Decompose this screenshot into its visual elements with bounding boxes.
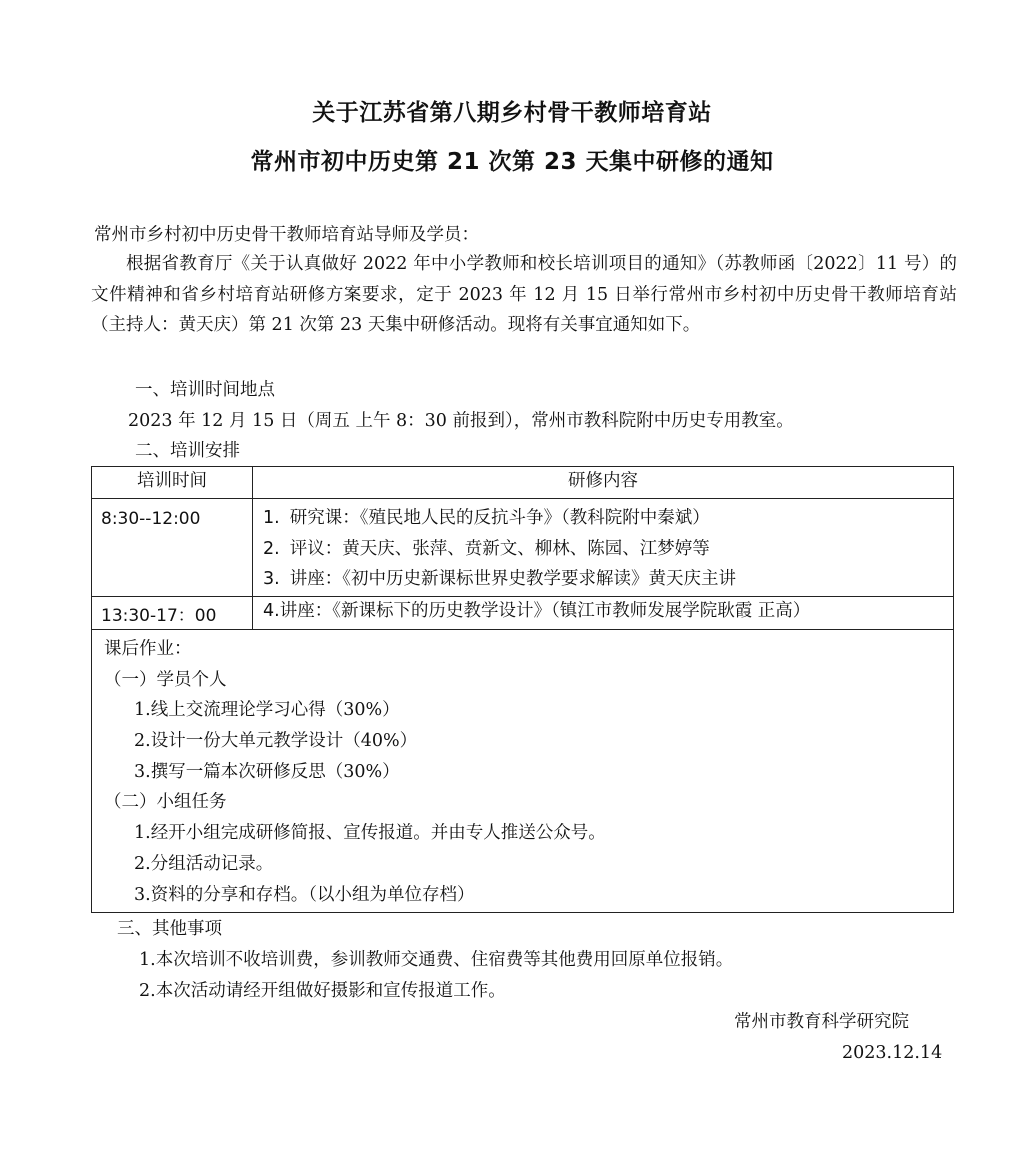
table-header-row <box>92 467 954 499</box>
signature-date: 2023.12.14 <box>842 1043 943 1063</box>
schedule-table <box>91 466 954 913</box>
homework-group2-heading: （二）小组任务 <box>104 792 227 813</box>
list-item: 3.资料的分享和存档。（以小组为单位存档） <box>134 884 475 905</box>
section2-heading: 二、培训安排 <box>135 441 240 461</box>
list-item: 1.经开小组完成研修简报、宣传报道。并由专人推送公众号。 <box>134 823 606 844</box>
list-item: 1. 研究课：《殖民地人民的反抗斗争》（教科院附中秦斌） <box>263 508 710 528</box>
title-line-1: 关于江苏省第八期乡村骨干教师培育站 <box>312 100 712 126</box>
header-content: 研修内容 <box>253 467 954 499</box>
section3-item-2: 2.本次活动请经开组做好摄影和宣传报道工作。 <box>139 981 506 1001</box>
table-row <box>92 499 954 597</box>
row2-content: 4.讲座：《新课标下的历史教学设计》（镇江市教师发展学院耿霞 正高） <box>253 597 954 630</box>
list-item: 2.分组活动记录。 <box>134 853 274 874</box>
list-item: 2. 评议：黄天庆、张萍、贲新文、柳林、陈园、江梦婷等 <box>263 538 710 559</box>
list-item: 1.线上交流理论学习心得（30%） <box>134 700 400 721</box>
intro-paragraph: 根据省教育厅《关于认真做好 2022 年中小学教师和校长培训项目的通知》（苏教师函〔2022〕11 号）的文件精神和省乡村培育站研修方案要求，定于 2023 年 12 月 15 日举行常州市乡村初中历史骨干教师培育站（主持人：黄天庆）第 21 次第 23 天集中研修活动。现将有关事宜通知如下。 <box>91 254 957 335</box>
section1-heading: 一、培训时间地点 <box>135 380 275 400</box>
homework-row <box>92 630 954 913</box>
list-item: 3. 讲座：《初中历史新课标世界史教学要求解读》黄天庆主讲 <box>263 569 736 589</box>
table-row <box>92 597 954 630</box>
list-item: 3.撰写一篇本次研修反思（30%） <box>134 761 400 782</box>
homework-title: 课后作业： <box>104 639 192 659</box>
header-time: 培训时间 <box>92 467 253 499</box>
row1-time: 8:30--12:00 <box>92 499 253 597</box>
homework-group1-heading: （一）学员个人 <box>104 669 227 690</box>
signature-org: 常州市教育科学研究院 <box>734 1012 909 1032</box>
list-item: 2.设计一份大单元教学设计（40%） <box>134 731 418 752</box>
section3-heading: 三、其他事项 <box>117 919 222 939</box>
homework-cell <box>92 630 954 913</box>
salutation: 常州市乡村初中历史骨干教师培育站导师及学员： <box>94 225 479 245</box>
row1-content <box>253 499 954 597</box>
section3-item-1: 1.本次培训不收培训费，参训教师交通费、住宿费等其他费用回原单位报销。 <box>139 950 734 970</box>
section1-text: 2023 年 12 月 15 日（周五 上午 8：30 前报到），常州市教科院附中历史专用教室。 <box>128 411 794 431</box>
row2-time: 13:30-17：00 <box>92 597 253 630</box>
title-line-2: 常州市初中历史第 21 次第 23 天集中研修的通知 <box>250 149 774 175</box>
